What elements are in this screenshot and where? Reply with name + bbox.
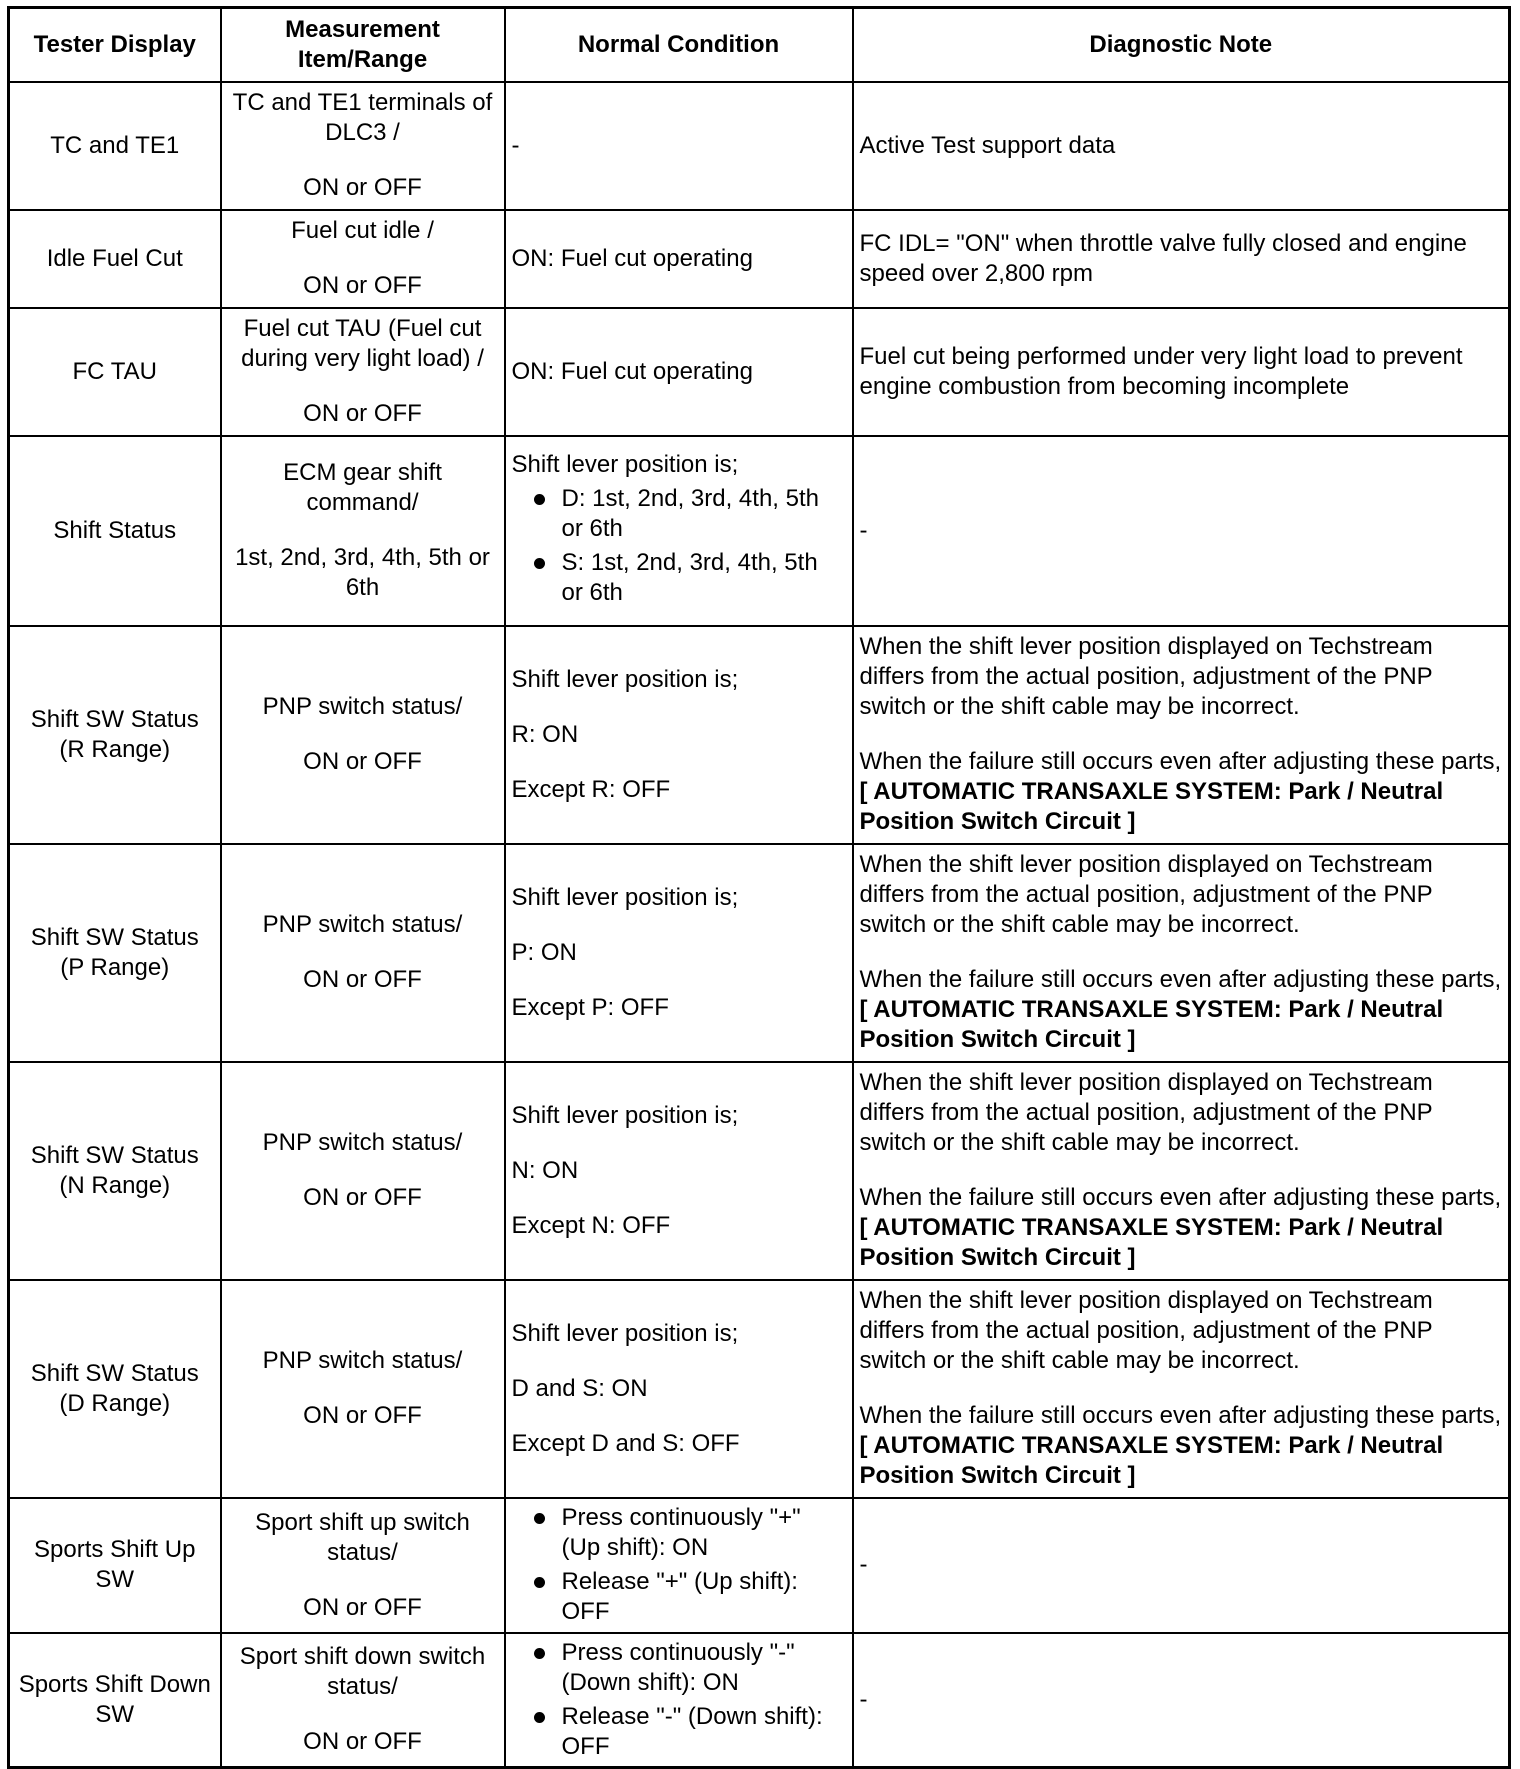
measurement-cell [221,210,505,308]
diagnostic-note-cell: - [853,1498,1510,1633]
table-row [9,308,1510,436]
table-row [9,1498,1510,1633]
measurement-cell [221,1280,505,1498]
normal-off: Except N: OFF [511,1211,671,1239]
normal-on: D and S: ON [511,1374,648,1402]
normal-off: Except P: OFF [511,993,669,1021]
list-item: Release "-" (Down shift): OFF [512,1702,846,1762]
measurement-range: ON or OFF [303,1184,422,1211]
measurement-range: ON or OFF [303,272,422,299]
data-list-table [7,6,1511,1769]
measurement-label: PNP switch status/ [262,693,463,720]
reference-link[interactable]: [ AUTOMATIC TRANSAXLE SYSTEM: Park / Neutral Position Switch Circuit ] [859,1432,1444,1489]
measurement-label: Sport shift up switch status/ [255,1508,470,1566]
measurement-range: ON or OFF [303,1593,422,1621]
normal-condition-cell [505,626,853,844]
measurement-cell [221,436,505,626]
normal-condition-cell [505,844,853,1062]
measurement-label: PNP switch status/ [262,1129,463,1156]
measurement-range: ON or OFF [303,174,422,201]
note-paragraph: When the shift lever position displayed on Techstream differs from the actual position, adjustment of the PNP switch or the shift cable may be incorrect. [859,633,1433,720]
measurement-cell [221,1062,505,1280]
list-item: Release "+" (Up shift): OFF [512,1567,846,1627]
diagnostic-note-cell: - [853,436,1510,626]
list-item: Press continuously "-" (Down shift): ON [512,1638,846,1698]
reference-link[interactable]: [ AUTOMATIC TRANSAXLE SYSTEM: Park / Neutral Position Switch Circuit ] [859,996,1444,1053]
note-paragraph: When the shift lever position displayed on Techstream differs from the actual position, adjustment of the PNP switch or the shift cable may be incorrect. [859,1287,1433,1374]
normal-bullet-list [512,1503,846,1627]
normal-condition-cell: ON: Fuel cut operating [505,210,853,308]
table-row [9,844,1510,1062]
measurement-label: PNP switch status/ [262,911,463,938]
note-paragraph: When the shift lever position displayed on Techstream differs from the actual position, adjustment of the PNP switch or the shift cable may be incorrect. [859,1069,1433,1156]
table-row [9,436,1510,626]
bullet-icon [534,1513,545,1524]
tester-display-cell: TC and TE1 [9,82,221,210]
normal-off: Except R: OFF [511,775,671,803]
table-row [9,210,1510,308]
normal-condition-cell [505,436,853,626]
table-row [9,626,1510,844]
normal-bullet-list [512,484,846,608]
measurement-range: ON or OFF [303,1728,422,1756]
normal-condition-cell [505,1280,853,1498]
tester-display-cell: Shift SW Status (P Range) [9,844,221,1062]
measurement-label: PNP switch status/ [262,1347,463,1374]
normal-on: P: ON [511,938,577,966]
normal-condition-cell: ON: Fuel cut operating [505,308,853,436]
note-paragraph: When the failure still occurs even after adjusting these parts, [ AUTOMATIC TRANSAXLE SYSTEM: Park / Neutral Position Switch Circuit ] [859,1402,1502,1489]
measurement-range: 1st, 2nd, 3rd, 4th, 5th or 6th [235,544,490,601]
measurement-label: TC and TE1 terminals of DLC3 / [232,89,493,146]
measurement-cell [221,308,505,436]
tester-display-cell: Sports Shift Down SW [9,1633,221,1768]
header-row [9,8,1510,82]
diagnostic-note-cell [853,1062,1510,1280]
note-paragraph: When the failure still occurs even after adjusting these parts, [ AUTOMATIC TRANSAXLE SYSTEM: Park / Neutral Position Switch Circuit ] [859,966,1502,1053]
tester-display-cell: Shift Status [9,436,221,626]
diagnostic-note-cell [853,1280,1510,1498]
tester-display-cell: FC TAU [9,308,221,436]
normal-on: R: ON [511,720,579,748]
diagnostic-note-cell: Active Test support data [853,82,1510,210]
table-row [9,1062,1510,1280]
diagnostic-note-cell [853,626,1510,844]
measurement-label: Fuel cut TAU (Fuel cut during very light load) / [241,315,484,372]
measurement-range: ON or OFF [303,966,422,993]
list-item: Press continuously "+" (Up shift): ON [512,1503,846,1563]
normal-lead: Shift lever position is; [511,883,739,911]
bullet-icon [534,558,545,569]
note-paragraph: When the failure still occurs even after adjusting these parts, [ AUTOMATIC TRANSAXLE SYSTEM: Park / Neutral Position Switch Circuit ] [859,1184,1502,1271]
measurement-label: Fuel cut idle / [291,217,434,244]
measurement-range: ON or OFF [303,400,422,427]
header-diagnostic-note: Diagnostic Note [853,8,1510,82]
bullet-icon [534,494,545,505]
tester-display-cell: Shift SW Status (D Range) [9,1280,221,1498]
tester-display-cell: Sports Shift Up SW [9,1498,221,1633]
diagnostic-note-cell [853,844,1510,1062]
table-row [9,82,1510,210]
diagnostic-note-cell: - [853,1633,1510,1768]
header-tester-display: Tester Display [9,8,221,82]
measurement-cell [221,1498,505,1633]
measurement-cell [221,1633,505,1768]
table-row [9,1633,1510,1768]
measurement-range: ON or OFF [303,1402,422,1429]
tester-display-cell: Idle Fuel Cut [9,210,221,308]
measurement-label: Sport shift down switch status/ [239,1643,486,1701]
measurement-cell [221,626,505,844]
normal-off: Except D and S: OFF [511,1429,740,1457]
diagnostic-note-cell: FC IDL= "ON" when throttle valve fully closed and engine speed over 2,800 rpm [853,210,1510,308]
measurement-cell [221,844,505,1062]
measurement-label: ECM gear shift command/ [283,459,442,516]
normal-lead: Shift lever position is; [511,665,739,693]
reference-link[interactable]: [ AUTOMATIC TRANSAXLE SYSTEM: Park / Neutral Position Switch Circuit ] [859,1214,1444,1271]
note-paragraph: When the shift lever position displayed on Techstream differs from the actual position, adjustment of the PNP switch or the shift cable may be incorrect. [859,851,1433,938]
list-item: S: 1st, 2nd, 3rd, 4th, 5th or 6th [512,548,846,608]
header-normal-condition: Normal Condition [505,8,853,82]
bullet-icon [534,1712,545,1723]
normal-condition-cell [505,1498,853,1633]
reference-link[interactable]: [ AUTOMATIC TRANSAXLE SYSTEM: Park / Neutral Position Switch Circuit ] [859,778,1444,835]
bullet-icon [534,1648,545,1659]
list-item: D: 1st, 2nd, 3rd, 4th, 5th or 6th [512,484,846,544]
normal-lead: Shift lever position is; [511,450,739,478]
normal-condition-cell [505,1062,853,1280]
note-paragraph: When the failure still occurs even after adjusting these parts, [ AUTOMATIC TRANSAXLE SYSTEM: Park / Neutral Position Switch Circuit ] [859,748,1502,835]
measurement-range: ON or OFF [303,748,422,775]
normal-lead: Shift lever position is; [511,1101,739,1129]
normal-condition-cell: - [505,82,853,210]
normal-lead: Shift lever position is; [511,1319,739,1347]
normal-on: N: ON [511,1156,579,1184]
measurement-cell [221,82,505,210]
tester-display-cell: Shift SW Status (N Range) [9,1062,221,1280]
bullet-icon [534,1577,545,1588]
header-measurement: Measurement Item/Range [221,8,505,82]
normal-bullet-list [512,1638,846,1762]
table-row [9,1280,1510,1498]
tester-display-cell: Shift SW Status (R Range) [9,626,221,844]
diagnostic-note-cell: Fuel cut being performed under very light load to prevent engine combustion from becoming incomplete [853,308,1510,436]
normal-condition-cell [505,1633,853,1768]
